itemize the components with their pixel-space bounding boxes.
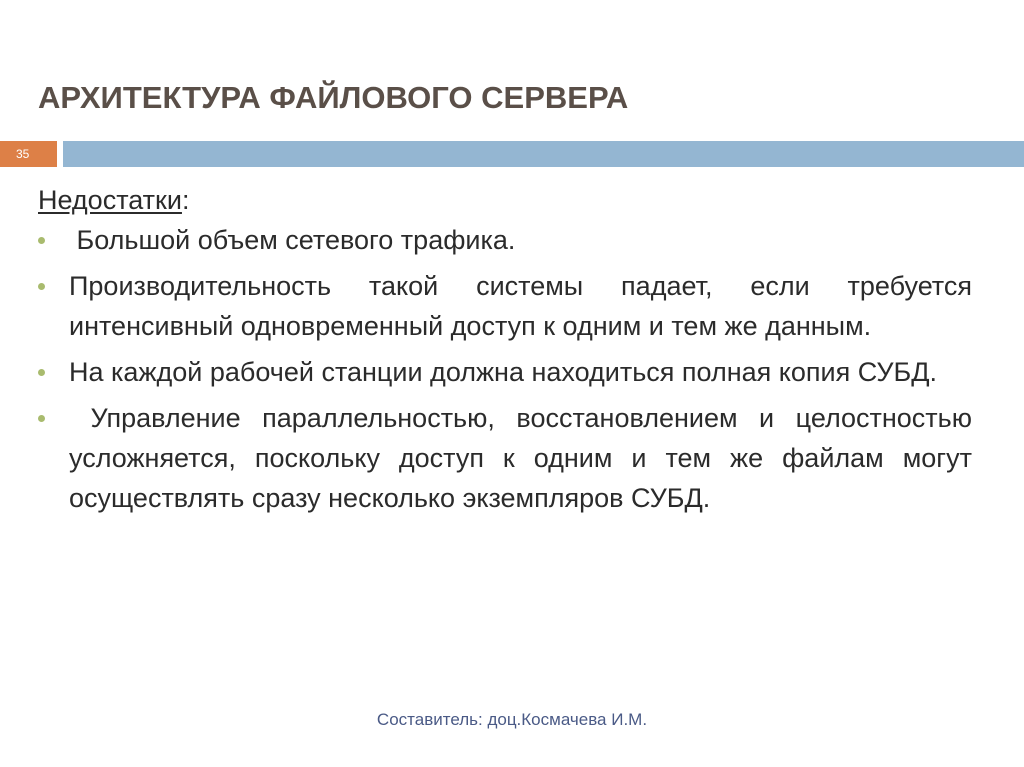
subheading-line: [38, 180, 972, 220]
title-accent-bar: [63, 141, 1024, 167]
bullet-dot-icon: [38, 415, 45, 422]
list-item: [38, 352, 972, 392]
bullet-text: Управление параллельностью, восстановлением и целостностью усложняется, поскольку доступ к одним и тем же файлам могут осуществлять сразу несколько экземпляров СУБД.: [69, 403, 980, 513]
list-item: [38, 398, 980, 518]
slide-footer: Составитель: доц.Космачева И.М.: [376, 710, 648, 729]
list-item: [38, 220, 972, 260]
bullet-dot-icon: [38, 369, 45, 376]
bullet-text: Производительность такой системы падает, если требуется интенсивный одновременный доступ к одним и тем же данным.: [69, 271, 972, 341]
slide-title: АРХИТЕКТУРА ФАЙЛОВОГО СЕРВЕРА: [38, 80, 629, 115]
subheading: Недостатки: [38, 185, 182, 215]
bullet-text: На каждой рабочей станции должна находиться полная копия СУБД.: [69, 357, 937, 387]
slide-number-badge: 35: [0, 141, 57, 167]
subheading-colon: :: [181, 185, 190, 215]
slide-content: [38, 180, 980, 524]
bullet-dot-icon: [38, 237, 45, 244]
bullet-list: [38, 220, 980, 518]
bullet-dot-icon: [38, 283, 45, 290]
bullet-text: Большой объем сетевого трафика.: [69, 225, 516, 255]
list-item: [38, 266, 972, 346]
